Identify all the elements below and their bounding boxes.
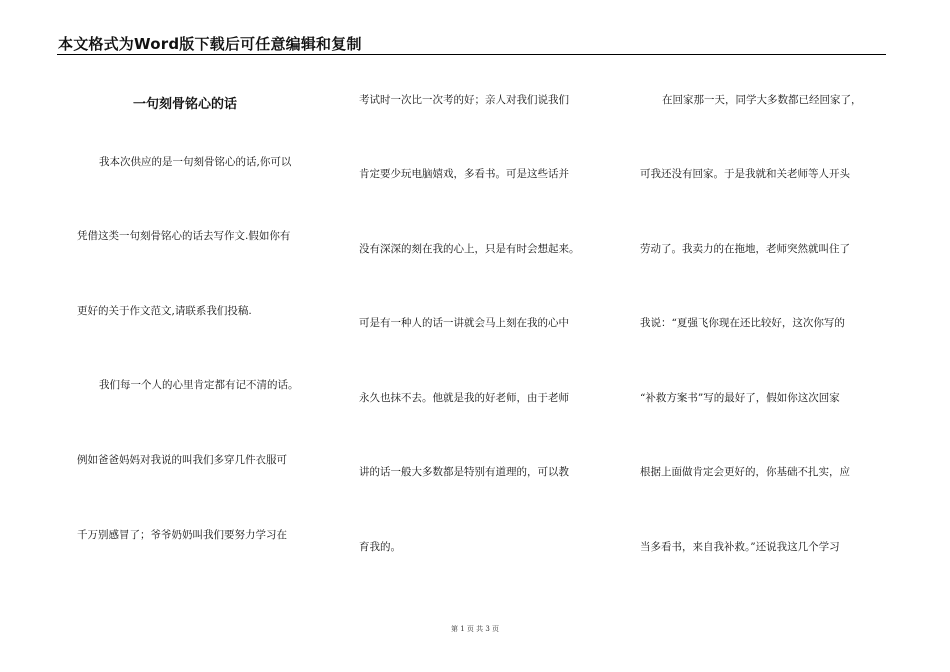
column-3-line: “补救方案书”写的最好了，假如你这次回家 [640,392,840,404]
article-title: 一句刻骨铭心的话 [133,97,238,112]
column-1-line: 凭借这类一句刻骨铭心的话去写作文.假如你有 [77,230,291,242]
column-1-line: 更好的关于作文范文,请联系我们投稿. [77,305,252,317]
column-3-line: 可我还没有回家。于是我就和关老师等人开头 [640,168,850,180]
page-number: 第 1 页 共 3 页 [450,625,500,633]
column-1-line: 我们每一个人的心里肯定都有记不清的话。 [99,379,299,391]
column-1-line: 千万别感冒了；爷爷奶奶叫我们要努力学习在 [77,529,287,541]
header-divider [57,54,886,55]
column-2-line: 讲的话一般大多数都是特别有道理的，可以教 [359,466,569,478]
document-header-title: 本文格式为Word版下载后可任意编辑和复制 [58,35,362,53]
column-2-line: 没有深深的刻在我的心上，只是有时会想起来。 [359,243,580,255]
column-2-line: 考试时一次比一次考的好；亲人对我们说我们 [359,94,569,106]
column-2-line: 肯定要少玩电脑嬉戏，多看书。可是这些话并 [359,168,569,180]
column-3-line: 我说：“夏强飞你现在还比较好，这次你写的 [640,317,845,329]
column-2-line: 育我的。 [359,541,401,553]
column-2-line: 可是有一种人的话一讲就会马上刻在我的心中 [359,317,569,329]
column-3-line: 在回家那一天，同学大多数都已经回家了， [662,94,862,106]
column-1-line: 例如爸爸妈妈对我说的叫我们多穿几件衣服可 [77,454,287,466]
column-3-line: 劳动了。我卖力的在拖地，老师突然就叫住了 [640,243,850,255]
column-3-line: 根据上面做肯定会更好的，你基础不扎实，应 [640,466,850,478]
column-1-line: 我本次供应的是一句刻骨铭心的话,你可以 [99,156,292,168]
column-3-line: 当多看书，来自我补救。”还说我这几个学习 [640,541,840,553]
column-2-line: 永久也抹不去。他就是我的好老师，由于老师 [359,392,569,404]
